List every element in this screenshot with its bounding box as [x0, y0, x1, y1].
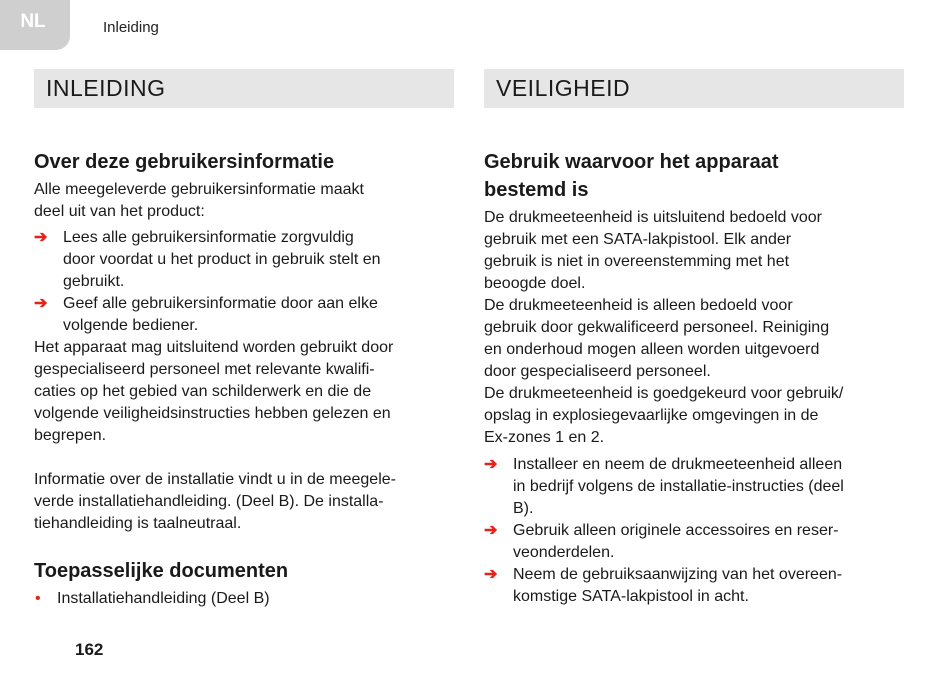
personnel-paragraph: De drukmeeteenheid is alleen bedoeld voor gebruik door gekwalificeerd personeel. Reiniging en onderhoud mogen alleen worden uitgevoerd door gespecialiseerd personeel. [484, 297, 830, 380]
list-item: ➔ Lees alle gebruikersinformatie zorgvuldig door voordat u het product in gebruik stelt en gebruikt. [34, 229, 381, 290]
heading-intended-use: Gebruik waarvoor het apparaat bestemd is [484, 151, 779, 201]
arrow-right-icon: ➔ [484, 522, 498, 539]
left-column [34, 69, 454, 610]
bullet-icon: • [35, 590, 41, 607]
arrow-right-icon: ➔ [484, 566, 498, 583]
installation-paragraph: Informatie over de installatie vindt u in de meegele- verde installatiehandleiding. (Deel B). De installa- tiehandleiding is taalneutraal. [34, 471, 396, 532]
running-header: Inleiding [103, 19, 159, 36]
intro-paragraph: Alle meegeleverde gebruikersinformatie maakt deel uit van het product: [34, 181, 364, 220]
intended-use-body [484, 207, 904, 608]
safety-instruction-list [484, 454, 904, 608]
use-paragraph: De drukmeeteenheid is uitsluitend bedoeld voor gebruik met een SATA-lakpistool. Elk ander gebruik is niet in overeenstemming met het beoogde doel. [484, 209, 822, 292]
list-item: ➔ Gebruik alleen originele accessoires en reser- veonderdelen. [484, 522, 839, 561]
arrow-right-icon: ➔ [34, 229, 48, 246]
page-number: 162 [75, 640, 104, 659]
section-banner-inleiding: INLEIDING [34, 69, 454, 108]
list-item: • Installatiehandleiding (Deel B) [34, 588, 454, 610]
right-column [484, 69, 904, 608]
qualification-paragraph: Het apparaat mag uitsluitend worden gebruikt door gespecialiseerd personeel met relevante kwalifi- caties op het gebied van schilderwerk en die de volgende veiligheidsinstructies hebben gelezen en begrepen. [34, 339, 394, 444]
section-banner-veiligheid: VEILIGHEID [484, 69, 904, 108]
arrow-right-icon: ➔ [34, 295, 48, 312]
heading-about-information: Over deze gebruikersinformatie [34, 151, 335, 173]
arrow-right-icon: ➔ [484, 456, 498, 473]
list-item: ➔ Geef alle gebruikersinformatie door aan elke volgende bediener. [34, 295, 378, 334]
documents-list [34, 588, 454, 610]
heading-applicable-documents: Toepasselijke documenten [34, 560, 289, 582]
instruction-list [34, 227, 454, 337]
about-body [34, 179, 454, 535]
list-item: ➔ Neem de gebruiksaanwijzing van het overeen- komstige SATA-lakpistool in acht. [484, 566, 843, 605]
language-tab: NL [0, 0, 70, 50]
list-item: ➔ Installeer en neem de drukmeeteenheid alleen in bedrijf volgens de installatie-instructies (deel B). [484, 456, 844, 517]
ex-zones-paragraph: De drukmeeteenheid is goedgekeurd voor gebruik/ opslag in explosiegevaarlijke omgevingen in de Ex-zones 1 en 2. [484, 385, 844, 446]
